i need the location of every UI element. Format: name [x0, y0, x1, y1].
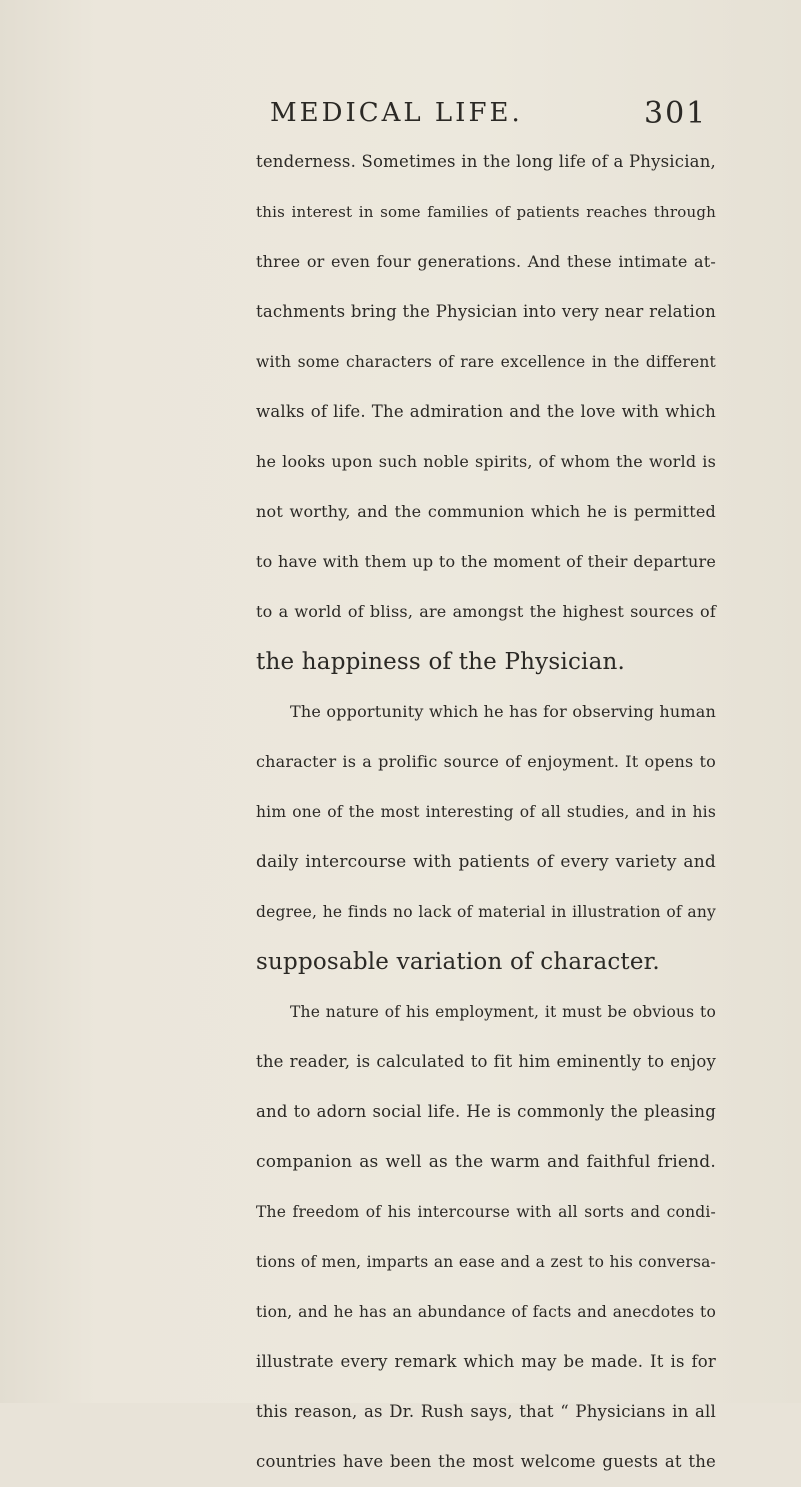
page-header: [0, 96, 801, 136]
text-line: supposable variation of character.: [256, 949, 660, 975]
text-line: The nature of his employment, it must be obvious to: [290, 1003, 716, 1021]
text-line: the happiness of the Physician.: [256, 649, 626, 675]
text-line: character is a prolific source of enjoyment. It opens to: [256, 752, 716, 771]
text-line: illustrate every remark which may be made. It is for: [256, 1352, 716, 1371]
text-line: to a world of bliss, are amongst the highest sources of: [256, 602, 716, 621]
text-line: the reader, is calculated to fit him eminently to enjoy: [256, 1052, 716, 1071]
text-line: daily intercourse with patients of every variety and: [256, 852, 716, 872]
text-line: this interest in some families of patients reaches through: [256, 203, 716, 221]
running-head: MEDICAL LIFE.: [270, 98, 523, 128]
text-line: degree, he finds no lack of material in illustration of any: [256, 903, 716, 921]
text-line: tions of men, imparts an ease and a zest to his conversa-: [256, 1253, 716, 1271]
text-line: to have with them up to the moment of their departure: [256, 552, 716, 571]
text-line: he looks upon such noble spirits, of whom the world is: [256, 452, 716, 471]
text-line: and to adorn social life. He is commonly the pleasing: [256, 1102, 716, 1121]
page-number: 301: [644, 96, 708, 131]
text-line: three or even four generations. And these intimate at-: [256, 252, 716, 271]
text-line: The freedom of his intercourse with all sorts and condi-: [256, 1203, 716, 1221]
text-line: him one of the most interesting of all studies, and in his: [256, 803, 716, 821]
text-line: countries have been the most welcome guests at the: [256, 1452, 716, 1471]
text-line: tion, and he has an abundance of facts and anecdotes to: [256, 1303, 716, 1321]
text-line: this reason, as Dr. Rush says, that “ Physicians in all: [256, 1402, 716, 1421]
text-line: The opportunity which he has for observing human: [290, 702, 716, 721]
text-line: walks of life. The admiration and the love with which: [256, 402, 716, 421]
text-line: tachments bring the Physician into very near relation: [256, 302, 716, 321]
text-line: tenderness. Sometimes in the long life of a Physician,: [256, 152, 716, 171]
text-line: not worthy, and the communion which he is permitted: [256, 502, 716, 521]
text-line: with some characters of rare excellence in the different: [256, 353, 716, 371]
text-line: companion as well as the warm and faithful friend.: [256, 1152, 716, 1172]
